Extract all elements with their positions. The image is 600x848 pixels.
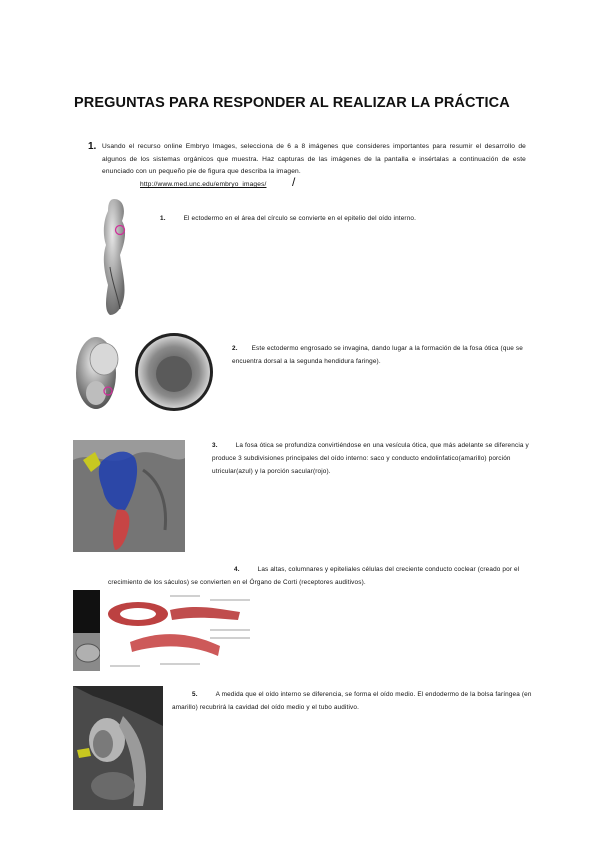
question-number: 1. xyxy=(88,141,97,152)
otic-pit-image xyxy=(134,332,214,412)
cochlea-section-image xyxy=(73,633,103,671)
caption-1: 1. El ectodermo en el área del círculo se convierte en el epitelio del oído interno. xyxy=(160,215,417,222)
question-text: Usando el recurso online Embryo Images, selecciona de 6 a 8 imágenes que consideres importantes para resumir el desarrollo de algunos de los sistemas orgánicos que muestra. Haz capturas de las imágenes de la pantalla e insértalas a continuación de este enunciado con un pequeño pie de figura que describa la imagen. xyxy=(102,143,526,175)
caption-2: 2. Este ectodermo engrosado se invagina, dando lugar a la formación de la fosa ótica (que se encuentra dorsal a la segunda hendidura faringe). xyxy=(232,345,523,365)
caption-3: 3. La fosa ótica se profundiza convirtiéndose en una vesícula ótica, que más adelante se diferencia y produce 3 subdivisiones principales del oído interno: saco y conducto endolinfatico(amarillo) porción utricular(azul) y la porción sacular(rojo). xyxy=(212,442,529,475)
caption-5: 5. A medida que el oído interno se diferencia, se forma el oído medio. El endodermo de la bolsa faríngea (en amarillo) recubrirá la cavidad del oído medio y el tubo auditivo. xyxy=(172,691,532,711)
embryo-images-link[interactable]: http://www.med.unc.edu/embryo_images/ xyxy=(140,181,267,188)
middle-ear-image xyxy=(73,686,163,810)
otic-vesicle-image xyxy=(73,440,185,552)
caption-4: 4. Las altas, columnares y epiteliales células del creciente conducto coclear (creado por el crecimiento de los sáculos) se convierten en el Órgano de Corti (receptores auditivos). xyxy=(108,566,520,586)
cursor-mark: / xyxy=(292,175,296,189)
organ-of-corti-diagram xyxy=(100,590,260,672)
embryo-image-1 xyxy=(98,197,133,317)
embryo-image-2a xyxy=(68,327,128,415)
page-title: PREGUNTAS PARA RESPONDER AL REALIZAR LA PRÁCTICA xyxy=(74,95,510,111)
